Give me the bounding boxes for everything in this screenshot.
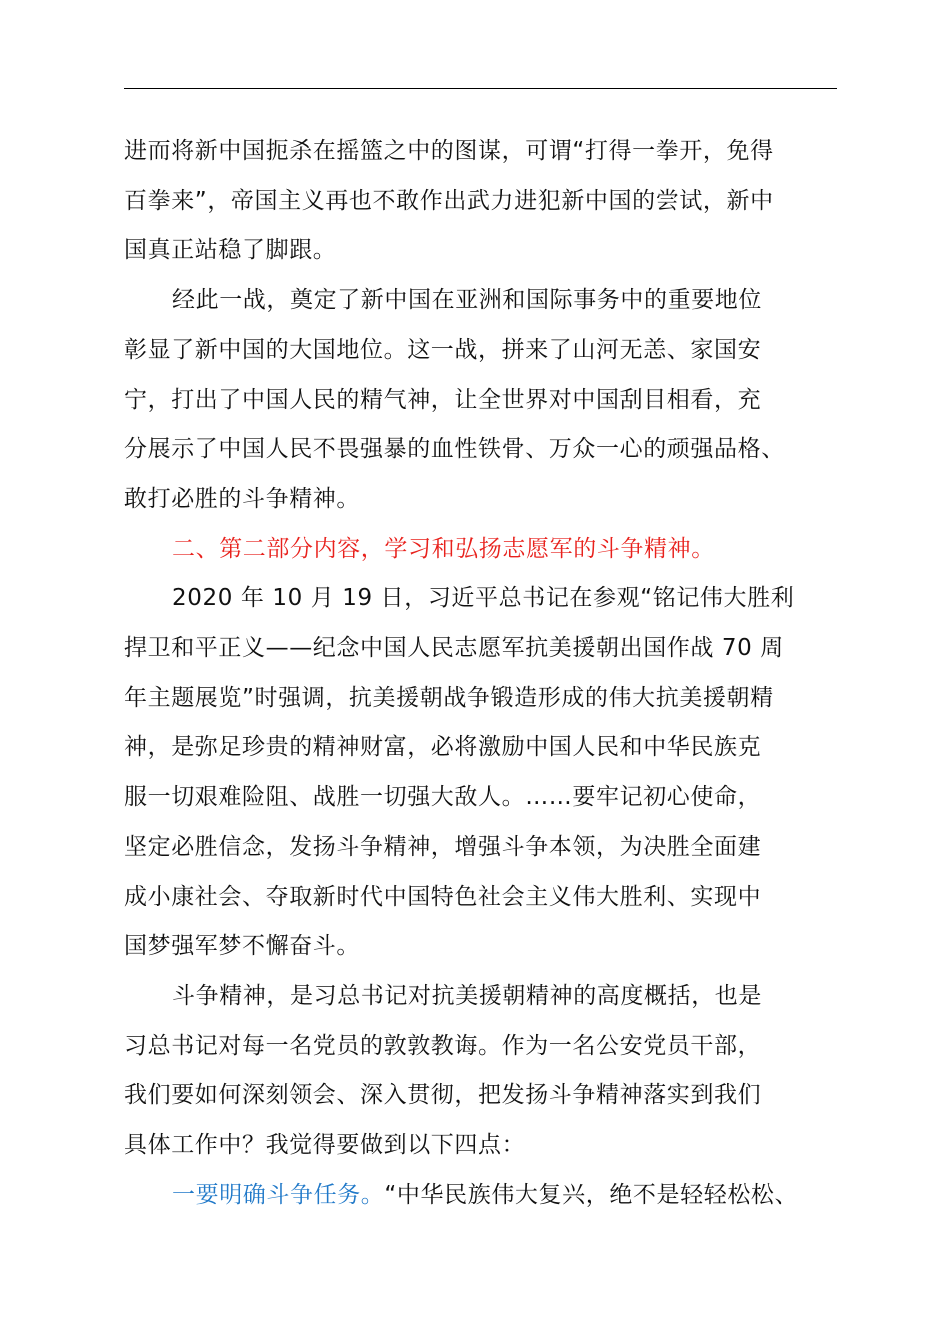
- paragraph-4: [124, 972, 844, 1171]
- text-line: 敢打必胜的斗争精神。: [124, 485, 360, 512]
- text-line: 我们要如何深刻领会、深入贯彻，把发扬斗争精神落实到我们: [124, 1082, 762, 1109]
- paragraph-2: [124, 276, 844, 525]
- text-line: 2020 年 10 月 19 日，习近平总书记在参观“铭记伟大胜利: [172, 585, 795, 612]
- text-line: 年主题展览”时强调，抗美援朝战争锻造形成的伟大抗美援朝精: [124, 684, 774, 711]
- text-line: 分展示了中国人民不畏强暴的血性铁骨、万众一心的顽强品格、: [124, 436, 785, 463]
- text-line: 国真正站稳了脚跟。: [124, 237, 337, 264]
- text-line: 成小康社会、夺取新时代中国特色社会主义伟大胜利、实现中: [124, 883, 762, 910]
- section-heading-paragraph: [124, 525, 844, 575]
- text-line: 神，是弥足珍贵的精神财富，必将激励中国人民和中华民族克: [124, 734, 762, 761]
- text-line: [124, 1171, 844, 1221]
- text-line: 国梦强军梦不懈奋斗。: [124, 933, 360, 960]
- section-heading: 二、第二部分内容，学习和弘扬志愿军的斗争精神。: [172, 535, 715, 562]
- point-heading: 一要明确斗争任务。: [172, 1181, 385, 1208]
- text-line: 服一切艰难险阻、战胜一切强大敌人。……要牢记初心使命，: [124, 784, 762, 811]
- text-line: 捍卫和平正义——纪念中国人民志愿军抗美援朝出国作战 70 周: [124, 635, 784, 662]
- text-line: 坚定必胜信念，发扬斗争精神，增强斗争本领，为决胜全面建: [124, 833, 762, 860]
- point-text: “中华民族伟大复兴，绝不是轻轻松松、: [384, 1181, 799, 1208]
- text-line: 习总书记对每一名党员的敦敦教诲。作为一名公安党员干部，: [124, 1032, 762, 1059]
- text-line: 经此一战，奠定了新中国在亚洲和国际事务中的重要地位: [172, 287, 762, 314]
- text-line: 具体工作中？我觉得要做到以下四点：: [124, 1132, 526, 1159]
- text-line: 斗争精神，是习总书记对抗美援朝精神的高度概括，也是: [172, 982, 762, 1009]
- text-line: 进而将新中国扼杀在摇篮之中的图谋，可谓“打得一拳开，免得: [124, 138, 774, 164]
- text-line: 宁，打出了中国人民的精气神，让全世界对中国刮目相看，充: [124, 386, 762, 413]
- text-line: 彰显了新中国的大国地位。这一战，拼来了山河无恙、家国安: [124, 336, 762, 363]
- document-body: [124, 127, 844, 1220]
- text-line: 百拳来”，帝国主义再也不敢作出武力进犯新中国的尝试，新中: [124, 187, 774, 214]
- paragraph-1: [124, 127, 844, 276]
- paragraph-5: [124, 1171, 844, 1221]
- header-rule: [124, 88, 837, 89]
- paragraph-3: [124, 574, 844, 972]
